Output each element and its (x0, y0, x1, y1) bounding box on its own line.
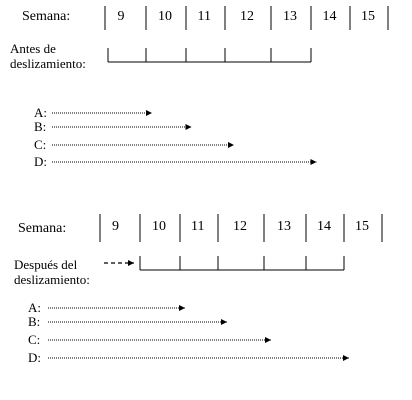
week-label-bottom: Semana: (18, 221, 67, 236)
before-label-line2: deslizamiento: (10, 56, 86, 71)
before-activity-letter: C: (34, 137, 47, 152)
after-week-12: 12 (233, 219, 247, 234)
before-activity-letter: B: (34, 119, 47, 134)
before-slip-section (52, 6, 388, 162)
before-week-9: 9 (117, 9, 125, 24)
after-activity-letter: B: (28, 314, 41, 329)
before-label-line1: Antes de (10, 41, 56, 56)
after-week-11: 11 (191, 219, 205, 234)
before-activity-letter: A: (34, 105, 47, 120)
before-week-14: 14 (322, 9, 337, 24)
before-week-12: 12 (240, 9, 254, 24)
after-label-line2: deslizamiento: (14, 272, 90, 287)
after-activity-letter: A: (28, 300, 41, 315)
after-week-15: 15 (355, 219, 369, 234)
before-activity-letter: D: (34, 154, 47, 169)
before-week-10: 10 (158, 9, 172, 24)
before-week-11: 11 (197, 9, 211, 24)
before-week-13: 13 (283, 9, 297, 24)
after-week-14: 14 (317, 219, 331, 234)
before-week-15: 15 (361, 9, 375, 24)
after-week-13: 13 (277, 219, 291, 234)
after-week-9: 9 (112, 219, 119, 234)
after-activity-letter: C: (28, 332, 41, 347)
after-activity-letter: D: (28, 350, 41, 365)
after-week-10: 10 (152, 219, 166, 234)
week-label-top: Semana: (22, 9, 71, 24)
after-label-line1: Después del (14, 257, 78, 272)
after-slip-section (48, 214, 382, 358)
